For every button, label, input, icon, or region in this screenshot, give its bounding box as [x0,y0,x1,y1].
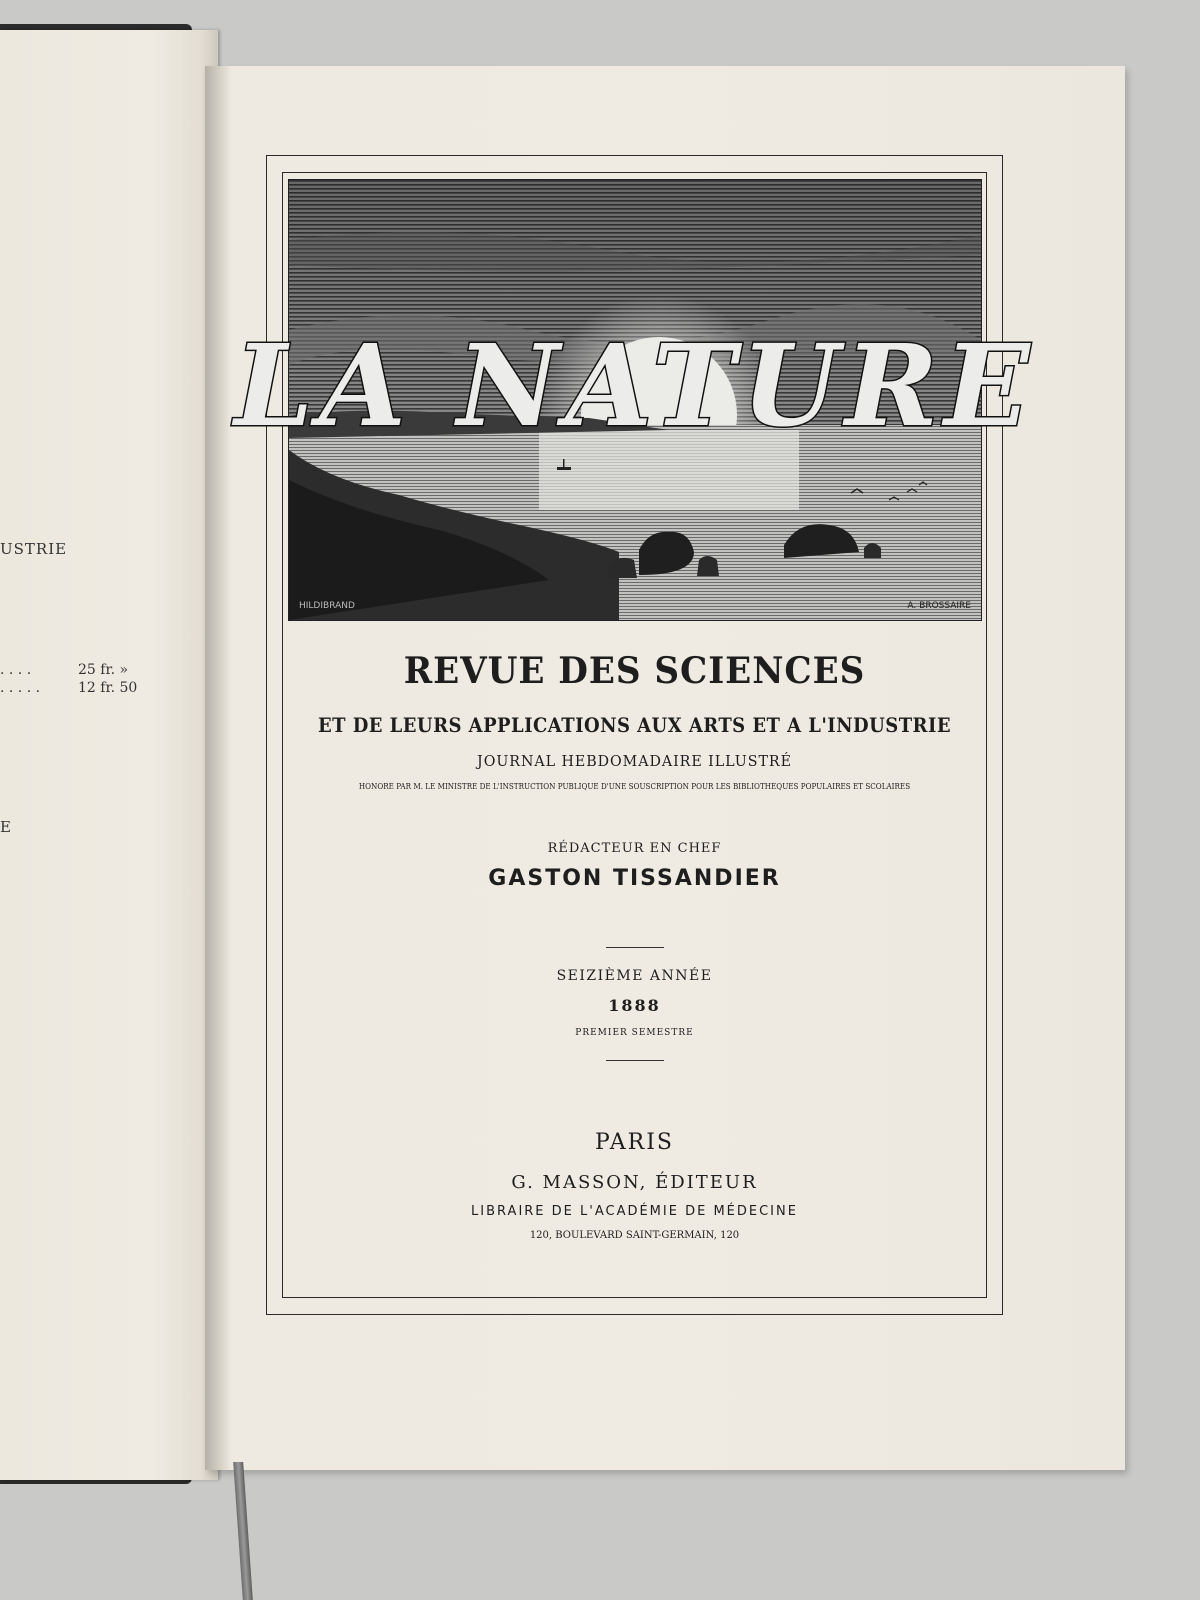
left-page-fragment: . . . . . [0,680,41,696]
engraving-signature-right: A. BROSSAIRE [907,601,971,611]
publisher-detail: LIBRAIRE DE L'ACADÉMIE DE MÉDECINE [471,1204,798,1219]
masthead-engraving [234,179,1036,621]
city: PARIS [595,1130,674,1155]
honor-line: HONORÉ PAR M. LE MINISTRE DE L'INSTRUCTION PUBLIQUE D'UNE SOUSCRIPTION POUR LES BIBLIOTHÈQUES POPULAIRES ET SCOLAIRES [358,782,911,791]
gutter-shadow [205,66,231,1470]
left-page-fragment: USTRIE [0,540,68,558]
engraving-signature-left: HILDIBRAND [299,601,355,611]
divider-rule [606,947,664,948]
year: 1888 [608,996,661,1015]
masthead-title: LA NATURE [234,321,1036,452]
left-page [0,30,218,1480]
editor-name: GASTON TISSANDIER [488,866,781,891]
journal-line: JOURNAL HEBDOMADAIRE ILLUSTRÉ [477,752,792,770]
left-page-fragment: 25 fr. » [78,662,129,678]
subtitle: REVUE DES SCIENCES [403,650,866,692]
editor-label: RÉDACTEUR EN CHEF [547,841,722,856]
divider-rule [606,1060,664,1061]
left-page-fragment: . . . . [0,662,32,678]
left-page-fragment: E [0,818,11,836]
semester: PREMIER SEMESTRE [575,1028,694,1038]
bookmark-ribbon [233,1462,253,1600]
publisher: G. MASSON, ÉDITEUR [511,1172,758,1193]
year-label: SEIZIÈME ANNÉE [556,968,713,984]
subtitle-2: ET DE LEURS APPLICATIONS AUX ARTS ET A L'INDUSTRIE [317,713,952,737]
left-page-fragment: 12 fr. 50 [78,680,138,696]
address: 120, BOULEVARD SAINT-GERMAIN, 120 [529,1230,740,1241]
